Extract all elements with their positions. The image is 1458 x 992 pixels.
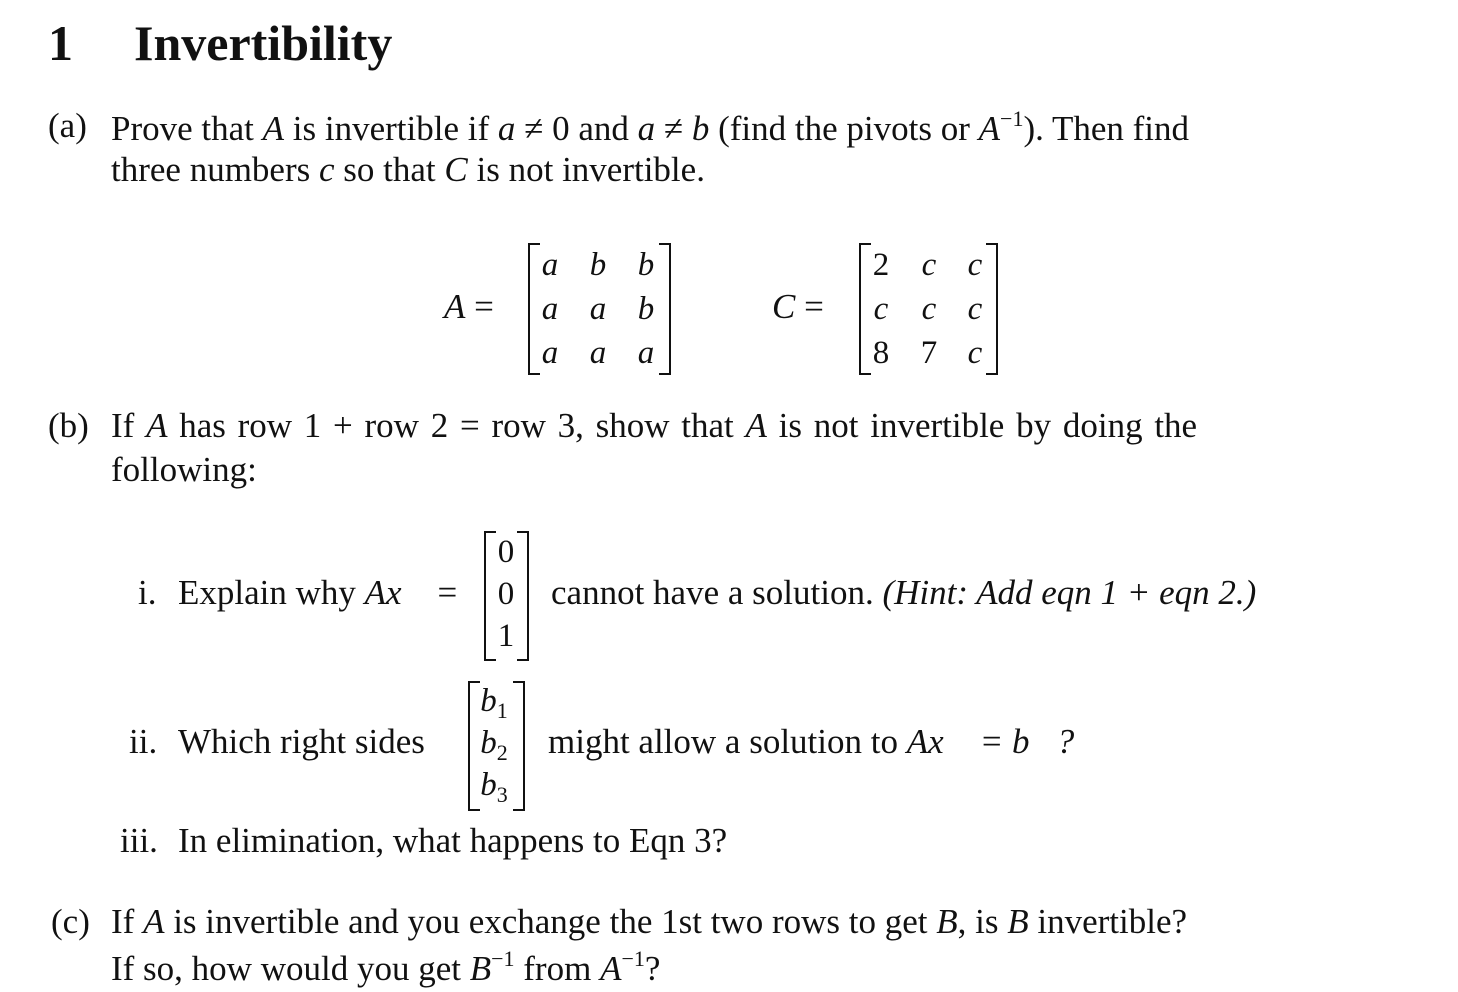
matrix-c-cell: 7 xyxy=(920,335,938,371)
vector-entry: 0 xyxy=(497,534,515,570)
part-a-line-1: Prove that A is invertible if a ≠ 0 and a ≠ b (find the pivots or $A^{-1}$). Then find xyxy=(111,106,1190,148)
item-ii-text: Which right sides xyxy=(178,722,425,761)
vector-entry: 1 xyxy=(497,618,515,654)
hint-text: (Hint: Add eqn 1 + eqn 2.) xyxy=(882,573,1257,612)
matrix-c xyxy=(859,243,998,375)
matrix-a-cell: a xyxy=(541,291,559,327)
vector-entry: 0 xyxy=(497,576,515,612)
item-iii-label: iii. xyxy=(120,821,158,860)
item-i-post: cannot have a solution. (Hint: Add eqn 1 + eqn 2.) xyxy=(551,573,1257,612)
item-i-text: Explain why Ax⃗ = xyxy=(178,573,458,612)
matrix-c-cell: c xyxy=(921,247,937,283)
item-i-label: i. xyxy=(138,573,157,612)
part-a-line-2: three numbers c so that C is not invertible. xyxy=(111,150,705,189)
matrix-c-cell: c xyxy=(873,291,889,327)
matrix-c-cell: 8 xyxy=(872,335,890,371)
matrix-a-cell: a xyxy=(637,335,655,371)
matrix-a-cell: b xyxy=(637,291,655,327)
matrix-a-cell: a xyxy=(589,335,607,371)
section-title: Invertibility xyxy=(134,15,393,71)
matrix-c-name: C = xyxy=(772,287,824,326)
item-ii-post: might allow a solution to Ax⃗ = b⃗? xyxy=(548,722,1075,761)
matrix-c-cell: c xyxy=(967,335,983,371)
matrix-c-cell: c xyxy=(967,247,983,283)
part-c-label: (c) xyxy=(51,902,90,941)
vector-entry: $b_2$ xyxy=(480,725,508,765)
matrix-a-cell: a xyxy=(589,291,607,327)
matrix-c-cell: 2 xyxy=(872,247,890,283)
part-b-line-1: If A has row 1 + row 2 = row 3, show that A is not invertible by doing the xyxy=(111,406,1198,445)
part-a-label: (a) xyxy=(48,106,87,145)
part-c-line-2: If so, how would you get $B^{-1}$ from $A^{-1}$? xyxy=(111,946,661,988)
item-iii-text: In elimination, what happens to Eqn 3? xyxy=(178,821,728,860)
part-c-line-1: If A is invertible and you exchange the 1st two rows to get B, is B invertible? xyxy=(111,902,1188,941)
matrix-a-cell: a xyxy=(541,335,559,371)
matrix-a xyxy=(528,243,671,375)
item-ii-label: ii. xyxy=(129,722,158,761)
vector-entry: $b_3$ xyxy=(480,767,508,807)
section-number: 1 xyxy=(48,15,73,71)
part-b-line-2: following: xyxy=(111,450,257,489)
part-b-label: (b) xyxy=(48,406,89,445)
matrix-a-cell: b xyxy=(637,247,655,283)
zero-zero-one-vector xyxy=(484,531,529,661)
matrix-c-cell: c xyxy=(967,291,983,327)
vector-entry: $b_1$ xyxy=(480,683,508,723)
matrix-c-cell: c xyxy=(921,291,937,327)
matrix-a-cell: b xyxy=(589,247,607,283)
matrix-a-name: A = xyxy=(444,287,494,326)
b-vector xyxy=(468,681,525,811)
matrix-a-cell: a xyxy=(541,247,559,283)
